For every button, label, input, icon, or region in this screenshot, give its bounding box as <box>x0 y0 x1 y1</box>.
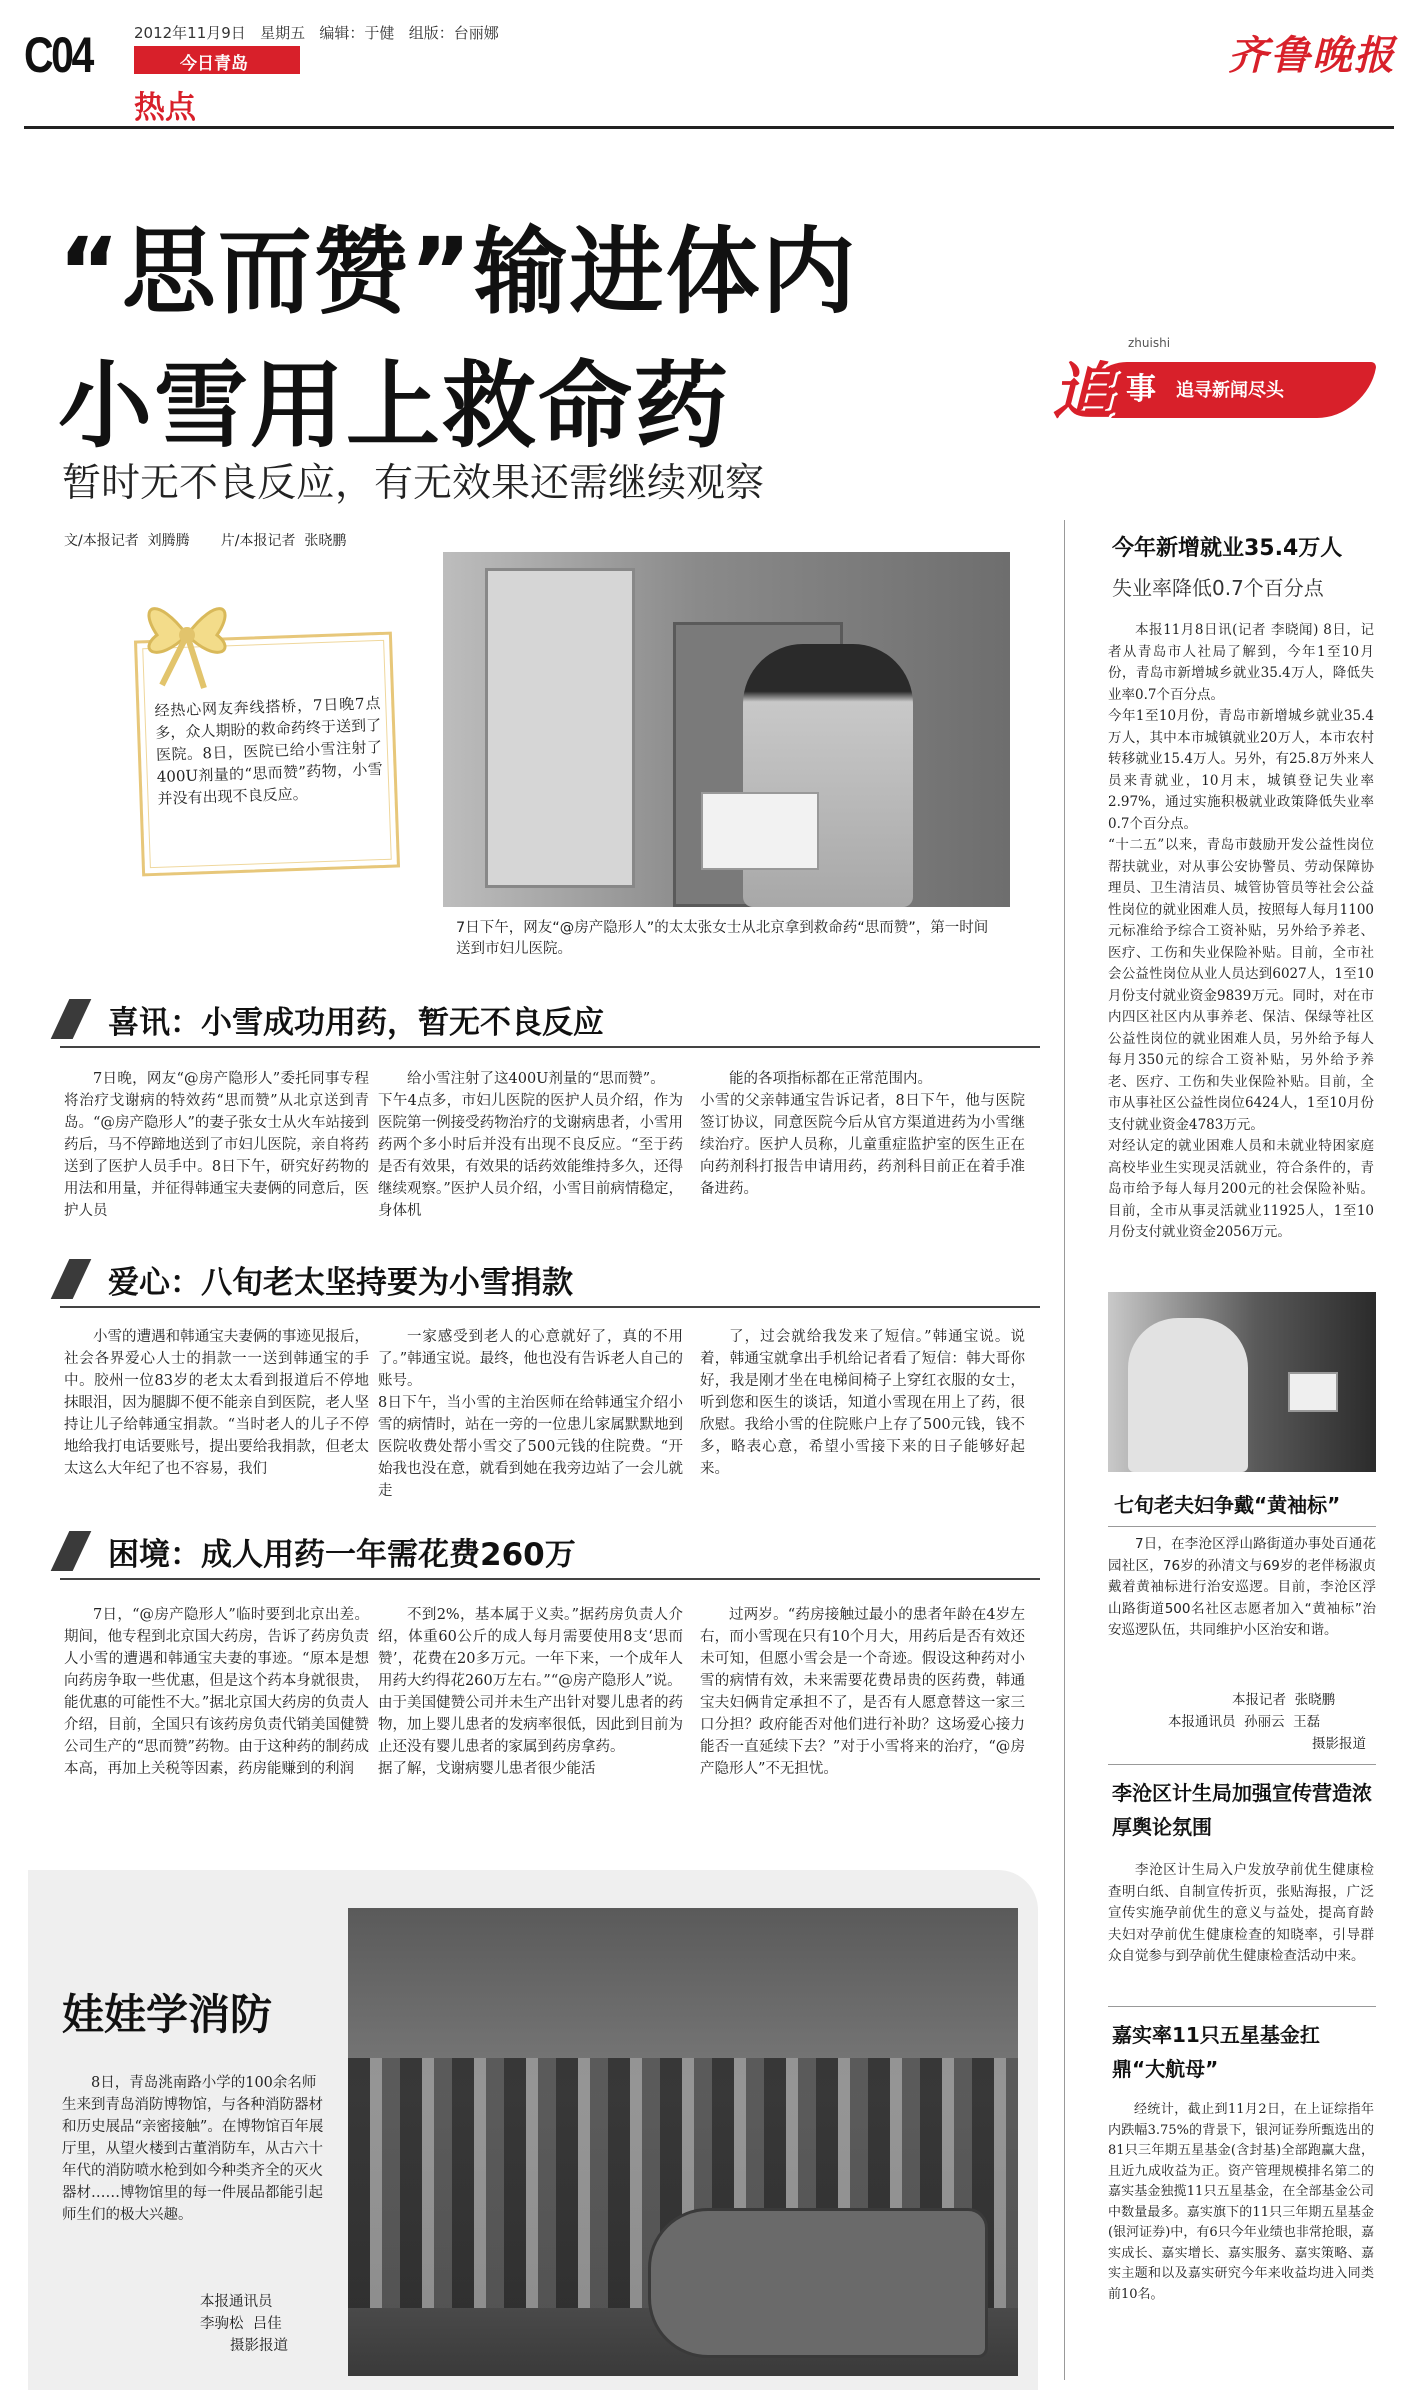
ribbon-bow-icon <box>132 580 242 690</box>
badge-slogan: 追寻新闻尽头 <box>1176 380 1284 401</box>
section-3-col-1: 7日，“@房产隐形人”临时要到北京出差。期间，他专程到北京国大药房，告诉了药房负责人小雪的遭遇和韩通宝夫妻的事迹。“原本是想向药房争取一些优惠，但是这个药本身就很贵，能优惠的可能性不大。”据北京国大药房的负责人介绍，目前，全国只有该药房负责代销美国健赞公司生产的“思而赞”药物。由于这种药的制药成本高，再加上关税等因素，药房能赚到的利润 <box>64 1607 369 1777</box>
employment-text: 本报11月8日讯(记者 李晓闻) 8日，记者从青岛市人社局了解到，今年1至10月份，青岛市新增城乡就业35.4万人，降低失业率0.7个百分点。 今年1至10月份，青岛市新增城乡就业35.4万人，其中本市城镇就业20万人，本市农村转移就业15.4万人。另外，有25.8万外来人员来青就业，10月末，城镇登记失业率2.97%，通过实施积极就业政策降低失业率0.7个百分点。 “十二五”以来，青岛市鼓励开发公益性岗位帮扶就业，对从事公安协警员、劳动保障协理员、卫生清洁员、城管协管员等社会公益性岗位的就业困难人员，按照每人每月1100元标准给予综合工资补贴，另外给予养老、医疗、工伤和失业保险补贴。目前，全市社会公益性岗位从业人员达到6027人，1至10月份支付就业资金9839万元。同时，对在市内四区社区内从事养老、保洁、保绿等社区公益性岗位的就业困难人员，另外给予每人每月350元的综合工资补贴，另外给予养老、医疗、工伤和失业保险补贴。目前，全市从事社区公益性岗位6424人，1至10月份支付就业资金4783万元。 对经认定的就业困难人员和未就业特困家庭高校毕业生实现灵活就业，符合条件的，青岛市给予每人每月200元的社会保险补贴。目前，全市从事灵活就业11925人，1至10月份支付就业资金2056万元。 <box>1108 622 1374 1240</box>
section-header-dilemma <box>60 1524 1020 1578</box>
section-2-col-2: 一家感受到老人的心意就好了，真的不用了。”韩通宝说。最终，他也没有告诉老人自己的账号。 8日下午，当小雪的主治医师在给韩通宝介绍小雪的病情时，站在一旁的一位患儿家属默默地到医院收费处帮小雪交了500元钱的住院费。“开始我也没在意，就看到她在我旁边站了一会儿就走 <box>378 1329 683 1499</box>
section-title: 爱心：八旬老太坚持要为小雪捐款 <box>108 1264 573 1301</box>
headline-line1: “思而赞”输进体内 <box>58 218 858 327</box>
page-number: C04 <box>24 27 92 83</box>
section-separator <box>1108 1764 1376 1765</box>
section-slash-icon <box>51 999 92 1039</box>
fire-story-credit-1: 本报通讯员 <box>200 2294 273 2310</box>
section-1-col-2: 给小雪注射了这400U剂量的“思而赞”。 下午4点多，市妇儿医院的医护人员介绍，作为医院第一例接受药物治疗的戈谢病患者，小雪用药两个多小时后并没有出现不良反应。“至于药是否有效果，有效果的话药效能维持多久，还得继续观察。”医护人员介绍，小雪目前病情稳定，身体机 <box>378 1071 683 1219</box>
section-1-col-3: 能的各项指标都在正常范围内。 小雪的父亲韩通宝告诉记者，8日下午，他与医院签订协议，同意医院今后从官方渠道进药为小雪继续治疗。医护人员称，儿童重症监护室的医生正在向药剂科打报告申请用药，药剂科目前正在着手准备进药。 <box>700 1071 1025 1197</box>
badge-char-2: 事 <box>1126 372 1156 407</box>
section-rule <box>60 1306 1040 1308</box>
section-separator <box>1108 2006 1376 2007</box>
yellow-armband <box>1288 1372 1338 1412</box>
byline: 文/本报记者 刘腾腾 片/本报记者 张晓鹏 <box>64 533 347 549</box>
armband-credit-1: 本报记者 张晓鹏 <box>1232 1692 1336 1708</box>
column-tag: 今日青岛 <box>134 46 300 74</box>
section-title: 困境：成人用药一年需花费260万 <box>108 1536 576 1573</box>
medicine-box <box>701 792 819 870</box>
section-3-col-3: 过两岁。“药房接触过最小的患者年龄在4岁左右，而小雪现在只有10个月大，用药后是否有效还未可知，但愿小雪会是一个奇迹。假设这种药对小雪的病情有效，未来需要花费昂贵的医药费，韩通宝夫妇俩肯定承担不了，是否有人愿意替这一家三口分担？政府能否对他们进行补助？这场爱心接力能否一直延续下去？”对于小雪将来的治疗，“@房产隐形人”不无担忧。 <box>700 1607 1025 1777</box>
family-planning-title: 李沧区计生局加强宣传营造浓厚舆论氛围 <box>1112 1781 1372 1839</box>
elderly-couple <box>1128 1318 1248 1472</box>
main-photo-caption: 7日下午，网友“@房产隐形人”的太太张女士从北京拿到救命药“思而赞”，第一时间送到市妇儿医院。 <box>456 920 989 957</box>
fire-story-credit-3: 摄影报道 <box>230 2338 288 2354</box>
note-text: 经热心网友奔线搭桥，7日晚7点多，众人期盼的救命药终于送到了医院。8日，医院已给小雪注射了400U剂量的“思而赞”药物，小雪并没有出现不良反应。 <box>154 694 384 808</box>
badge-char-1: 追 <box>1052 355 1115 428</box>
employment-title: 今年新增就业35.4万人 <box>1112 536 1343 561</box>
badge-pinyin: zhuishi <box>1128 336 1171 350</box>
date-line: 2012年11月9日 星期五 编辑：于健 组版：台丽娜 <box>134 24 499 42</box>
armband-rule <box>1108 1526 1376 1527</box>
fire-story-credit-2: 李驹松 吕佳 <box>200 2316 282 2332</box>
section-slash-icon <box>51 1259 92 1299</box>
fire-story-title: 娃娃学消防 <box>62 1990 273 2039</box>
antique-fire-engine <box>648 2208 988 2358</box>
zhuishi-badge <box>1052 326 1372 436</box>
armband-text: 7日，在李沧区浮山路街道办事处百通花园社区，76岁的孙清文与69岁的老伴杨淑贞戴着黄袖标进行治安巡逻。目前，李沧区浮山路街道500名社区志愿者加入“黄袖标”治安巡逻队伍，共同维护小区治安和谐。 <box>1108 1536 1376 1638</box>
section-header-love <box>60 1252 1020 1306</box>
fund-title: 嘉实率11只五星基金扛鼎“大航母” <box>1112 2023 1320 2081</box>
fire-museum-photo <box>348 1908 1018 2376</box>
fund-text: 经统计，截止到11月2日，在上证综指年内跌幅3.75%的背景下，银河证券所甄选出的81只三年期五星基金(含封基)全部跑赢大盘，且近九成收益为正。资产管理规模排名第二的嘉实基金独揽11只五星基金，在全部基金公司中数量最多。嘉实旗下的11只三年期五星基金(银河证券)中，有6只今年业绩也非常抢眼，嘉实成长、嘉实增长、嘉实服务、嘉实策略、嘉实主题和以及嘉实研究今年来收益均进入同类前10名。 <box>1108 2102 1374 2302</box>
section-2-col-1: 小雪的遭遇和韩通宝夫妻俩的事迹见报后，社会各界爱心人士的捐款一一送到韩通宝的手中。胶州一位83岁的老太太看到报道后不停地抹眼泪，因为腿脚不便不能亲自到医院，老人坚持让儿子给韩通宝捐款。“当时老人的儿子不停地给我打电话要账号，提出要给我捐款，但老太太这么大年纪了也不容易，我们 <box>64 1329 369 1477</box>
note-box <box>60 580 410 880</box>
fire-story-text: 8日，青岛洮南路小学的100余名师生来到青岛消防博物馆，与各种消防器材和历史展品“亲密接触”。在博物馆百年展厅里，从望火楼到古董消防车，从古六十年代的消防喷水枪到如今种类齐全的灭火器材……博物馆里的每一件展品都能引起师生们的极大兴趣。 <box>62 2075 324 2223</box>
headline-subtitle: 暂时无不良反应，有无效果还需继续观察 <box>62 461 765 506</box>
section-header-news <box>60 992 1020 1046</box>
right-column-divider <box>1064 520 1065 2380</box>
section-title: 喜讯：小雪成功用药，暂无不良反应 <box>108 1004 604 1041</box>
armband-photo <box>1108 1292 1376 1472</box>
section-1-col-1: 7日晚，网友“@房产隐形人”委托同事专程将治疗戈谢病的特效药“思而赞”从北京送到青岛。“@房产隐形人”的妻子张女士从火车站接到药后，马不停蹄地送到了市妇儿医院，亲自将药送到了医护人员手中。8日下午，研究好药物的用法和用量，并征得韩通宝夫妻俩的同意后，医护人员 <box>64 1071 369 1219</box>
section-slash-icon <box>51 1531 92 1571</box>
section-3-col-2: 不到2%，基本属于义卖。”据药房负责人介绍，体重60公斤的成人每月需要使用8支‘思而赞’，花费在20多万元。一年下来，一个成年人用药大约得花260万左右。”“@房产隐形人”说。 由于美国健赞公司并未生产出针对婴儿患者的药物，加上婴儿患者的发病率很低，因此到目前为止还没有婴儿患者的家属到药房拿药。 据了解，戈谢病婴儿患者很少能活 <box>378 1607 683 1777</box>
family-planning-text: 李沧区计生局入户发放孕前优生健康检查明白纸、自制宣传折页，张贴海报，广泛宣传实施孕前优生的意义与益处，提高育龄夫妇对孕前优生健康检查的知晓率，引导群众自觉参与到孕前优生健康检查活动中来。 <box>1108 1862 1374 1964</box>
section-2-col-3: 了，过会就给我发来了短信。”韩通宝说。说着，韩通宝就拿出手机给记者看了短信：韩大哥你好，我是刚才坐在电梯间椅子上穿红衣服的女士，听到您和医生的谈话，知道小雪现在用上了药，很欣慰。我给小雪的住院账户上存了500元钱，钱不多，略表心意，希望小雪接下来的日子能够好起来。 <box>700 1329 1025 1477</box>
armband-credit-3: 摄影报道 <box>1312 1736 1366 1752</box>
section-rule <box>60 1046 1040 1048</box>
armband-title: 七旬老夫妇争戴“黄袖标” <box>1114 1493 1341 1517</box>
main-photo <box>443 552 1010 907</box>
section-label: 热点 <box>134 90 196 126</box>
section-rule <box>60 1578 1040 1580</box>
paper-logo: 齐鲁晚报 <box>1228 32 1396 79</box>
armband-credit-2: 本报通讯员 孙丽云 王磊 <box>1168 1714 1321 1730</box>
headline-line2: 小雪用上救命药 <box>58 352 731 461</box>
header-rule <box>24 126 1394 129</box>
elevator-directory <box>485 568 635 888</box>
employment-subtitle: 失业率降低0.7个百分点 <box>1112 576 1324 600</box>
